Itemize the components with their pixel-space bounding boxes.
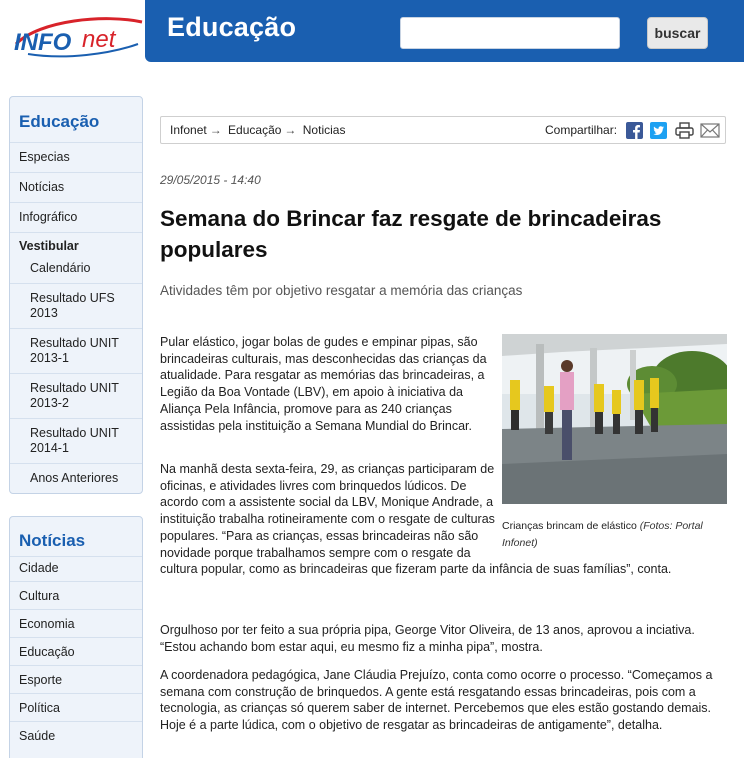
sidebar-item-resultado-unit-2014-1[interactable]: Resultado UNIT 2014-1 bbox=[30, 426, 119, 455]
article-subtitle: Atividades têm por objetivo resgatar a memória das crianças bbox=[160, 283, 523, 298]
article-paragraph: Na manhã desta sexta-feira, 29, as crianças participaram de oficinas, e atividades livres com brinquedos lúdicos. De acordo com a assistente social da LBV, Monique Andrade, a instituição trabalha rotineiramente com o resgate de culturas populares. “Para as crianças, essas brincadeiras não são novidade porque trabalhamos sempre com o resgate da cultura popular, como as brincadeiras que fizeram parte da infância de suas famílias”, conta. bbox=[160, 461, 728, 578]
share-label: Compartilhar: bbox=[545, 123, 618, 137]
infonet-logo[interactable] bbox=[10, 14, 146, 60]
sidebar-item-esporte[interactable]: Esporte bbox=[19, 673, 63, 687]
article-date: 29/05/2015 - 14:40 bbox=[160, 173, 261, 187]
sidebar-item-noticias[interactable]: Notícias bbox=[19, 180, 65, 194]
sidebar-item-cidade[interactable]: Cidade bbox=[19, 561, 59, 575]
facebook-icon[interactable] bbox=[626, 122, 643, 139]
header-bar bbox=[145, 0, 744, 62]
sidebar-item-infografico[interactable]: Infográfico bbox=[19, 210, 78, 224]
sidebar-item-resultado-unit-2013-1[interactable]: Resultado UNIT 2013-1 bbox=[30, 336, 119, 365]
sidebar-item-politica[interactable]: Política bbox=[19, 701, 60, 715]
search-input[interactable] bbox=[400, 17, 620, 49]
sidebar-item-cultura[interactable]: Cultura bbox=[19, 589, 60, 603]
logo-accent-text: net bbox=[82, 26, 116, 53]
email-icon[interactable] bbox=[700, 122, 720, 139]
sidebar-item-economia[interactable]: Economia bbox=[19, 617, 75, 631]
photo-caption-credit: (Fotos: Portal Infonet) bbox=[502, 520, 703, 549]
article-headline: Semana do Brincar faz resgate de brincadeiras populares bbox=[160, 206, 662, 262]
breadcrumb-educacao[interactable]: Educação bbox=[228, 123, 282, 137]
breadcrumb-infonet[interactable]: Infonet bbox=[170, 123, 207, 137]
sidebar-news-heading[interactable]: Notícias bbox=[19, 531, 86, 550]
sidebar-item-resultado-unit-2013-2[interactable]: Resultado UNIT 2013-2 bbox=[30, 381, 119, 410]
twitter-icon[interactable] bbox=[650, 122, 667, 139]
sidebar-item-anos-anteriores[interactable]: Anos Anteriores bbox=[30, 471, 119, 485]
breadcrumb-bar bbox=[160, 116, 726, 144]
breadcrumb bbox=[170, 123, 345, 137]
sidebar-education bbox=[9, 96, 143, 494]
sidebar-item-saude[interactable]: Saúde bbox=[19, 729, 56, 743]
search-button[interactable]: buscar bbox=[647, 17, 708, 49]
logo-main-text: INFO bbox=[14, 29, 72, 56]
breadcrumb-arrow-icon: → bbox=[209, 123, 222, 137]
article-paragraph: Pular elástico, jogar bolas de gudes e empinar pipas, são brincadeiras culturais, mas desconhecidas das crianças da atualidade. Para resgatar as memórias das brincadeiras, a Legião da Boa Vontade (LBV), em apoio à iniciativa da Aliança Pela Infância, promove para as 240 crianças assistidas pela instituição a Semana Mundial do Brincar. bbox=[160, 335, 487, 433]
sidebar-item-educacao[interactable]: Educação bbox=[19, 645, 75, 659]
sidebar-item-vestibular[interactable]: Vestibular bbox=[19, 239, 79, 253]
sidebar-item-especias[interactable]: Especias bbox=[19, 150, 70, 164]
print-icon[interactable] bbox=[675, 122, 694, 139]
photo-float-spacer bbox=[496, 461, 728, 551]
section-title: Educação bbox=[167, 12, 297, 42]
article-paragraph: A coordenadora pedagógica, Jane Cláudia Prejuízo, conta como ocorre o processo. “Começamos a semana com construção de brinquedos. A gente está resgatando essas brincadeiras, pois com a tecnologia, as crianças só querem saber de internet. Percebemos que eles estão gostando demais. Hoje é a parte lúdica, com o objetivo de resgatar as brincadeiras de antigamente”, detalha. bbox=[160, 668, 713, 733]
sidebar-news bbox=[9, 516, 143, 758]
sidebar-item-calendario[interactable]: Calendário bbox=[30, 261, 91, 275]
sidebar-education-heading[interactable]: Educação bbox=[19, 112, 100, 131]
photo-caption-text: Crianças brincam de elástico bbox=[502, 520, 637, 532]
breadcrumb-noticias[interactable]: Noticias bbox=[302, 123, 346, 137]
breadcrumb-arrow-icon: → bbox=[284, 123, 297, 137]
article-paragraph: Orgulhoso por ter feito a sua própria pipa, George Vitor Oliveira, de 13 anos, aprovou a inciativa. “Estou achando bom estar aqui, eu mesmo fiz a minha pipa”, mostra. bbox=[160, 623, 695, 654]
sidebar-item-resultado-ufs-2013[interactable]: Resultado UFS 2013 bbox=[30, 291, 115, 320]
